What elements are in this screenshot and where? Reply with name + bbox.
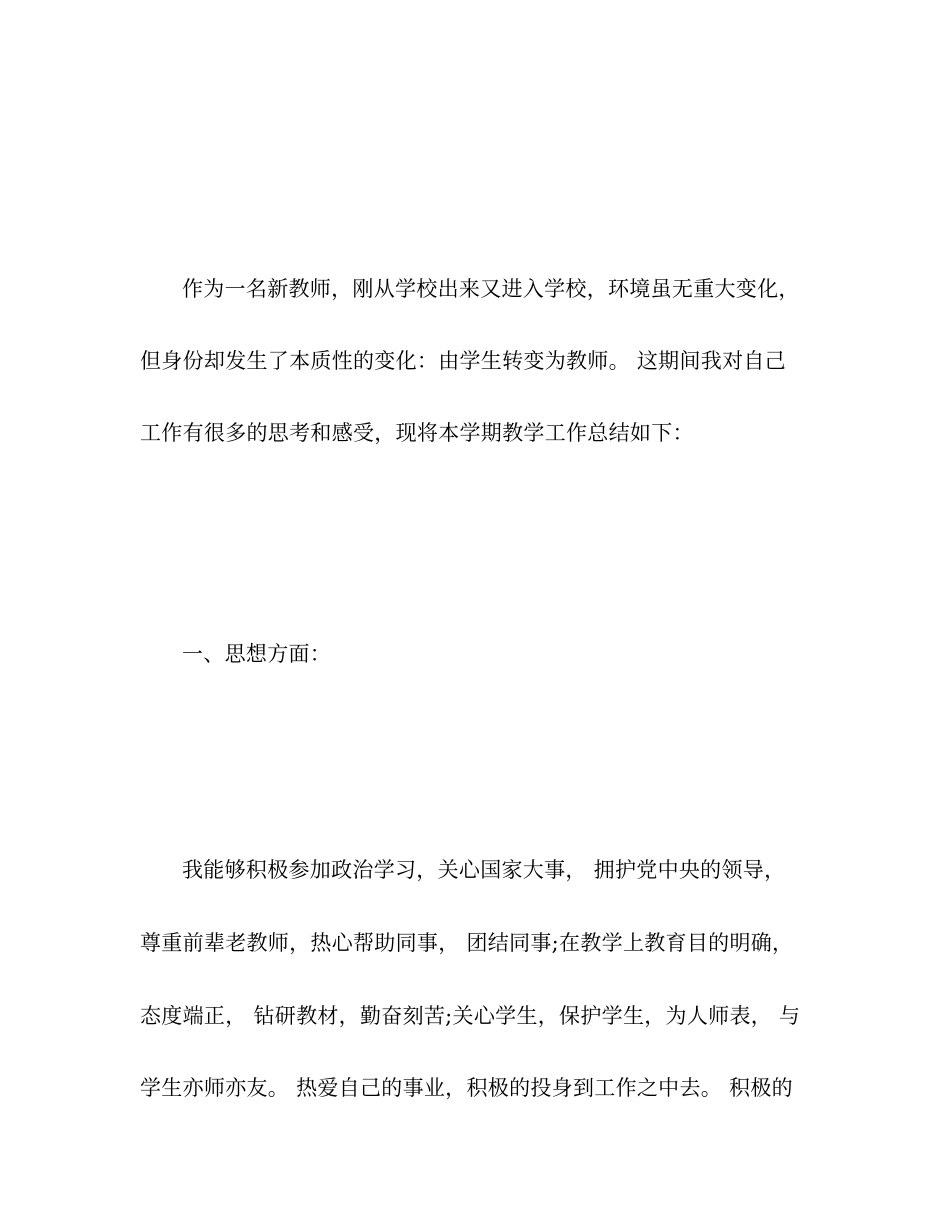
paragraph-2-line-3: 态度端正， 钻研教材，勤奋刻苦;关心学生，保护学生，为人师表， 与 <box>140 1004 801 1028</box>
paragraph-2-line-1: 我能够积极参加政治学习，关心国家大事， 拥护党中央的领导， <box>182 858 786 882</box>
section-heading: 一、思想方面： <box>182 642 332 666</box>
paragraph-2-line-4: 学生亦师亦友。 热爱自己的事业，积极的投身到工作之中去。 积极的 <box>140 1076 793 1100</box>
paragraph-1-line-3: 工作有很多的思考和感受，现将本学期教学工作总结如下： <box>140 421 694 445</box>
paragraph-1-line-2: 但身份却发生了本质性的变化：由学生转变为教师。 这期间我对自己 <box>140 349 786 373</box>
paragraph-1-line-1: 作为一名新教师，刚从学校出来又进入学校，环境虽无重大变化， <box>182 277 800 301</box>
paragraph-2-line-2: 尊重前辈老教师，热心帮助同事， 团结同事;在教学上教育目的明确， <box>140 931 794 955</box>
